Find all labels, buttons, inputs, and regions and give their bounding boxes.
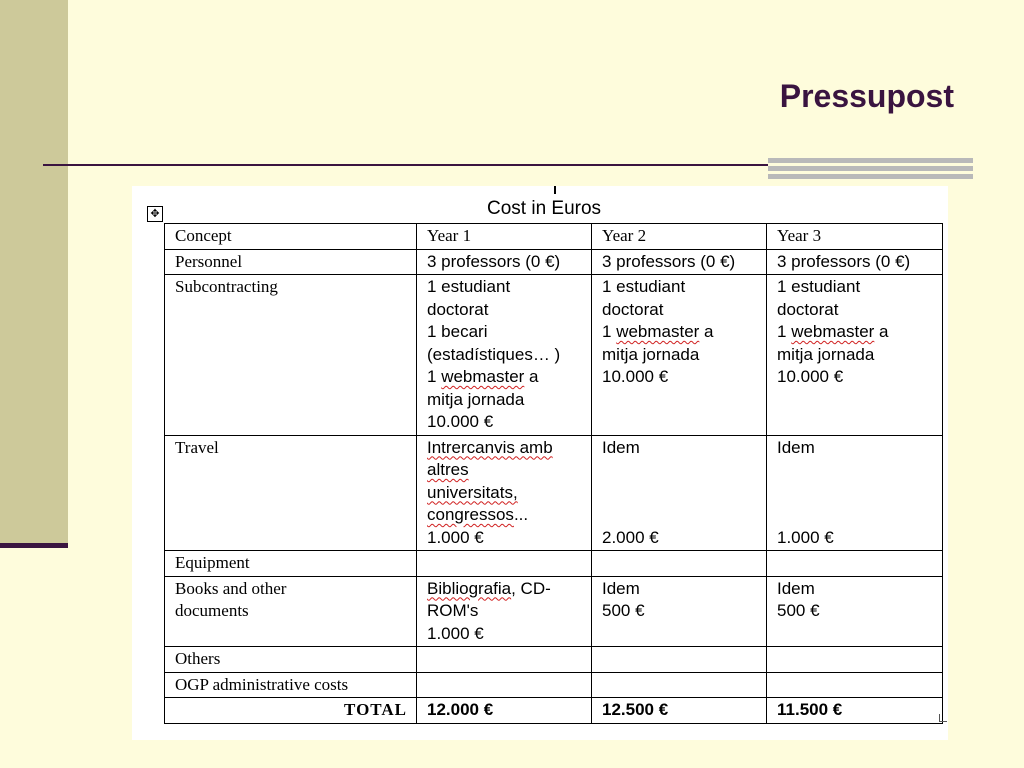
personnel-year-3: 3 professors (0 €) xyxy=(767,249,943,275)
text-cursor xyxy=(554,186,556,194)
table-row-personnel xyxy=(165,249,943,275)
cell-line: 10.000 € xyxy=(602,367,669,386)
cell-line: (estadístiques… ) xyxy=(427,344,561,364)
move-handle-icon[interactable]: ✥ xyxy=(147,206,163,222)
spellcheck-word: universitats, xyxy=(427,482,518,502)
cell-line: 1.000 € xyxy=(777,527,834,547)
subcontracting-year-1 xyxy=(417,275,592,436)
cell-line: 500 € xyxy=(777,601,820,620)
equipment-year-3 xyxy=(767,551,943,577)
cell-line: 1.000 € xyxy=(427,527,484,547)
subcontracting-year-2 xyxy=(592,275,767,436)
cell-line: 1.000 € xyxy=(427,623,484,643)
cell-line: 500 € xyxy=(602,601,645,620)
cell-line: mitja jornada xyxy=(777,344,875,364)
header-year-2: Year 2 xyxy=(592,224,767,250)
others-year-3 xyxy=(767,647,943,673)
cell-line: 1 webmaster a xyxy=(602,322,714,341)
personnel-year-2: 3 professors (0 €) xyxy=(592,249,767,275)
cell-line: 2.000 € xyxy=(602,527,659,547)
header-year-3: Year 3 xyxy=(767,224,943,250)
divider-decoration xyxy=(768,158,973,180)
equipment-year-1 xyxy=(417,551,592,577)
slide-sidebar-bar xyxy=(0,0,68,545)
personnel-year-1: 3 professors (0 €) xyxy=(417,249,592,275)
ogp-year-1 xyxy=(417,672,592,698)
spellcheck-word: altres xyxy=(427,460,469,479)
concept-equipment: Equipment xyxy=(165,551,417,577)
sidebar-bottom-accent xyxy=(0,543,68,548)
title-divider xyxy=(43,164,803,166)
table-row-books xyxy=(165,576,943,647)
spellcheck-line: Intrercanvis amb xyxy=(427,437,553,457)
others-year-1 xyxy=(417,647,592,673)
budget-table xyxy=(164,223,943,724)
spellcheck-word: webmaster xyxy=(441,367,525,386)
table-row-ogp xyxy=(165,672,943,698)
cell-line: doctorat xyxy=(427,299,489,319)
header-concept: Concept xyxy=(165,224,417,250)
cell-line: 10.000 € xyxy=(427,412,494,431)
cell-line: Idem xyxy=(777,578,815,598)
table-row-others xyxy=(165,647,943,673)
spellcheck-word: congressos xyxy=(427,505,514,524)
table-row-equipment xyxy=(165,551,943,577)
slide-title: Pressupost xyxy=(779,78,954,114)
cell-line: Idem xyxy=(777,437,815,457)
concept-books: Books and other documents xyxy=(165,576,417,647)
cell-line: mitja jornada xyxy=(602,344,700,364)
cell-line: mitja jornada xyxy=(427,389,525,409)
concept-ogp: OGP administrative costs xyxy=(165,672,417,698)
cell-line: 1 webmaster a xyxy=(777,322,889,341)
total-year-2: 12.500 € xyxy=(592,698,767,724)
spellcheck-word: webmaster xyxy=(616,322,700,341)
total-year-3: 11.500 € xyxy=(767,698,943,724)
concept-subcontracting: Subcontracting xyxy=(165,275,417,436)
cell-line: 1 estudiant xyxy=(602,277,686,296)
books-year-3 xyxy=(767,576,943,647)
table-row-travel xyxy=(165,435,943,551)
table-row-total xyxy=(165,698,943,724)
cell-line: 1 estudiant xyxy=(777,277,861,296)
travel-year-1: Intrercanvis amb altres universitats, congressos... 1.000 € xyxy=(417,435,592,551)
table-row-subcontracting xyxy=(165,275,943,436)
ogp-year-3 xyxy=(767,672,943,698)
cell-line: 1 webmaster a xyxy=(427,367,539,386)
concept-others: Others xyxy=(165,647,417,673)
others-year-2 xyxy=(592,647,767,673)
cell-line: ROM's xyxy=(427,601,479,620)
cell-line: 1 estudiant xyxy=(427,277,511,296)
travel-year-2 xyxy=(592,435,767,551)
total-year-1: 12.000 € xyxy=(417,698,592,724)
cell-line: Idem xyxy=(602,437,640,457)
cell-line: Idem xyxy=(602,578,640,598)
resize-corner-icon[interactable] xyxy=(939,714,947,722)
header-year-1: Year 1 xyxy=(417,224,592,250)
travel-year-3 xyxy=(767,435,943,551)
equipment-year-2 xyxy=(592,551,767,577)
cell-line: 10.000 € xyxy=(777,367,844,386)
cell-line: doctorat xyxy=(777,299,839,319)
ogp-year-2 xyxy=(592,672,767,698)
books-year-1: Bibliografia, CD- ROM's 1.000 € xyxy=(417,576,592,647)
cell-line: doctorat xyxy=(602,299,664,319)
concept-travel: Travel xyxy=(165,435,417,551)
cell-line: 1 becari xyxy=(427,322,488,341)
total-label: TOTAL xyxy=(165,698,417,724)
subcontracting-year-3 xyxy=(767,275,943,436)
spellcheck-word: webmaster xyxy=(791,322,875,341)
table-header-row xyxy=(165,224,943,250)
table-caption: Cost in Euros xyxy=(487,198,602,219)
concept-personnel: Personnel xyxy=(165,249,417,275)
books-year-2 xyxy=(592,576,767,647)
spellcheck-word: Bibliografia xyxy=(427,578,512,598)
